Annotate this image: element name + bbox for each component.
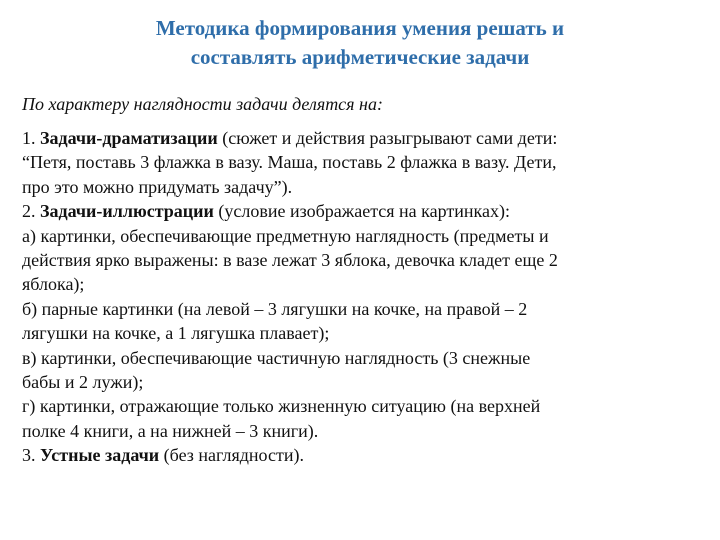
- item-3-heading: Устные задачи: [40, 445, 160, 466]
- subitem-v-line-2: бабы и 2 лужи);: [22, 372, 144, 393]
- subitem-a-line-1: а) картинки, обеспечивающие предметную наглядность (предметы и: [22, 225, 549, 246]
- item-3-text: (без наглядности).: [159, 445, 304, 466]
- item-1-line-2: “Петя, поставь 3 флажка в вазу. Маша, поставь 2 флажка в вазу. Дети,: [22, 152, 557, 173]
- subitem-a-line-3: яблока);: [22, 274, 85, 295]
- item-1-text: (сюжет и действия разыгрывают сами дети:: [217, 128, 558, 148]
- item-1-heading: Задачи-драматизации: [40, 128, 218, 148]
- item-3-number: 3.: [22, 445, 40, 466]
- item-1-number: 1.: [22, 128, 40, 148]
- subitem-a-line-2: действия ярко выражены: в вазе лежат 3 яблока, девочка кладет еще 2: [22, 250, 558, 271]
- item-2-number: 2.: [22, 201, 40, 222]
- slide-title: [40, 14, 680, 72]
- subitem-g-line-1: г) картинки, отражающие только жизненную ситуацию (на верхней: [22, 396, 541, 417]
- title-line-1: Методика формирования умения решать и: [155, 16, 565, 40]
- subitem-g-line-2: полке 4 книги, а на нижней – 3 книги).: [22, 420, 319, 441]
- subitem-b-line-2: лягушки на кочке, а 1 лягушка плавает);: [22, 323, 330, 344]
- item-2-line-1: [22, 199, 702, 223]
- item-1-line-3: про это можно придумать задачу”).: [22, 176, 293, 197]
- item-1-line-1: [22, 126, 702, 150]
- subitem-v-line-1: в) картинки, обеспечивающие частичную наглядность (3 снежные: [22, 347, 531, 368]
- item-2-heading: Задачи-иллюстрации: [40, 201, 214, 222]
- subtitle: По характеру наглядности задачи делятся на:: [22, 94, 383, 114]
- content-body: [22, 126, 702, 468]
- subitem-b-line-1: б) парные картинки (на левой – 3 лягушки на кочке, на правой – 2: [22, 298, 528, 319]
- title-line-2: составлять арифметические задачи: [190, 45, 530, 69]
- item-3-line-1: [22, 443, 702, 467]
- item-2-text: (условие изображается на картинках):: [213, 201, 510, 222]
